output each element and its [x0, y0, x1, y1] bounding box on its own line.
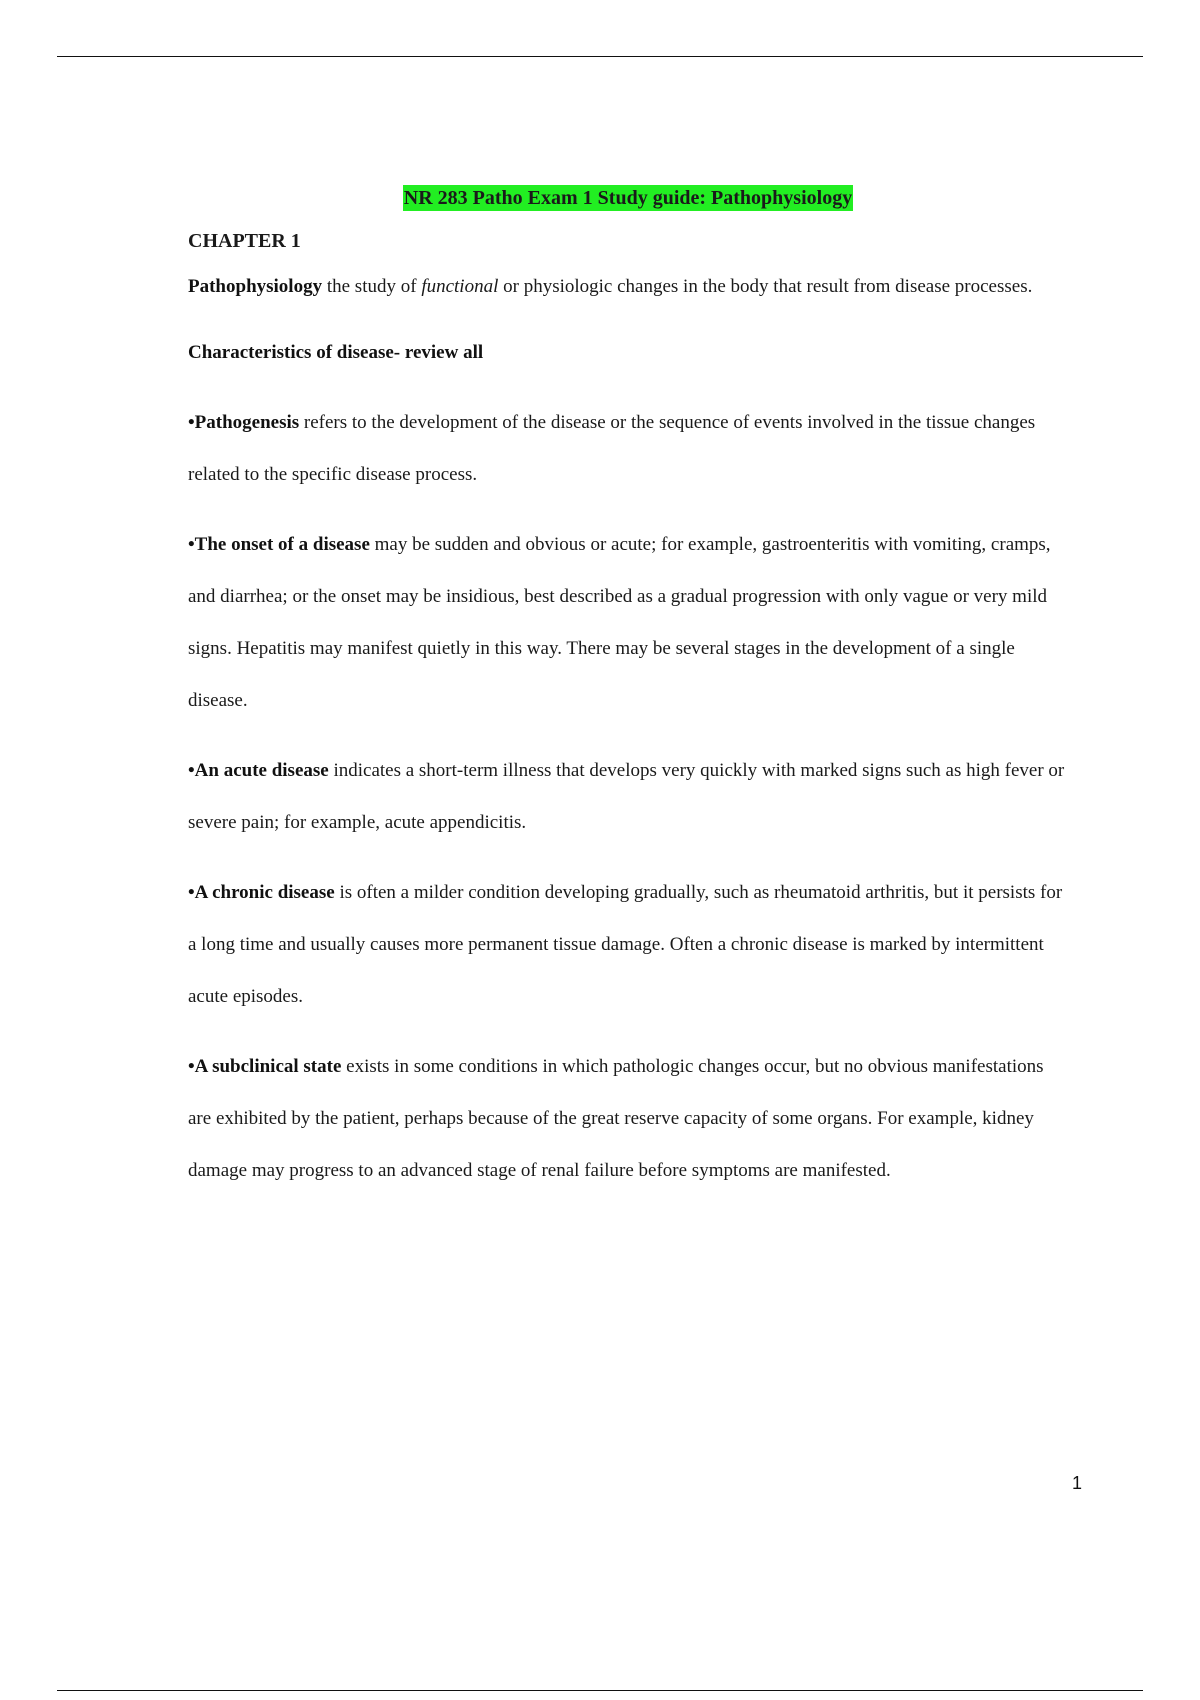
header-rule	[57, 56, 1143, 57]
definition-paragraph	[188, 261, 1068, 313]
definition-text-after: or physiologic changes in the body that result from disease processes.	[498, 276, 1033, 297]
item-text: indicates a short-term illness that develops very quickly with marked signs such as high fever or severe pain; for example, acute appendicitis.	[188, 760, 1065, 833]
item-term: •Pathogenesis	[188, 412, 300, 433]
chapter-heading: CHAPTER 1	[188, 230, 301, 252]
item-text: exists in some conditions in which pathologic changes occur, but no obvious manifestations are exhibited by the patient, perhaps because of the great reserve capacity of some organs. For example, kidney damage may progress to an advanced stage of renal failure before symptoms are manifested.	[188, 1056, 1044, 1181]
item-text: refers to the development of the disease or the sequence of events involved in the tissue changes related to the specific disease process.	[188, 412, 1036, 485]
document-body	[188, 175, 1068, 1197]
item-term: •The onset of a disease	[188, 534, 370, 555]
title-highlight: NR 283 Patho Exam 1 Study guide: Pathophysiology	[403, 187, 853, 209]
item-term: •A chronic disease	[188, 882, 335, 903]
page-number: 1	[1072, 1473, 1083, 1493]
footer-rule	[57, 1690, 1143, 1691]
onset-paragraph	[188, 519, 1068, 727]
definition-italic: functional	[421, 276, 499, 297]
document-title	[188, 175, 1068, 221]
section-heading	[188, 327, 1068, 379]
item-text: is often a milder condition developing gradually, such as rheumatoid arthritis, but it persists for a long time and usually causes more permanent tissue damage. Often a chronic disease is marked by intermittent acute episodes.	[188, 882, 1063, 1007]
section-heading-text: Characteristics of disease- review all	[188, 342, 484, 363]
item-term: •An acute disease	[188, 760, 329, 781]
pathogenesis-paragraph	[188, 397, 1068, 501]
item-text: may be sudden and obvious or acute; for example, gastroenteritis with vomiting, cramps, and diarrhea; or the onset may be insidious, best described as a gradual progression with only vague or very mild signs. Hepatitis may manifest quietly in this way. There may be several stages in the development of a single disease.	[188, 534, 1051, 711]
chronic-disease-paragraph	[188, 867, 1068, 1023]
definition-term: Pathophysiology	[188, 276, 323, 297]
acute-disease-paragraph	[188, 745, 1068, 849]
item-term: •A subclinical state	[188, 1056, 342, 1077]
subclinical-state-paragraph	[188, 1041, 1068, 1197]
definition-text-before: the study of	[322, 276, 422, 297]
